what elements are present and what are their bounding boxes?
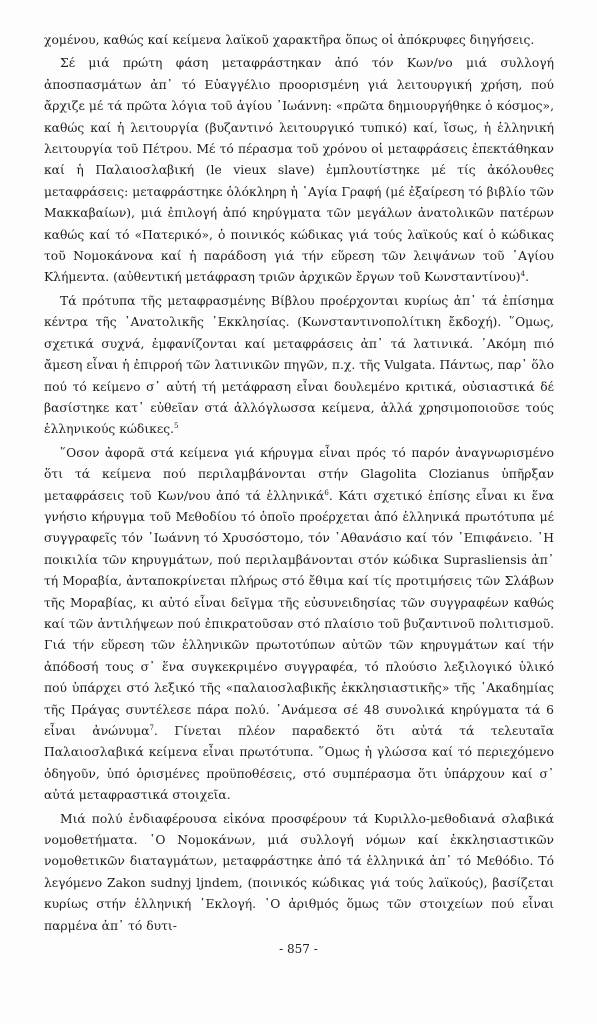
paragraph-text: Τά πρότυπα τῆς μεταφρασμένης Βίβλου προέρχονται κυρίως ἀπ᾽ τά ἐπίσημα κέντρα τῆς ᾿Ανατολικῆς ᾿Εκκλησίας. (Κωνσταντινοπολίτικη ἔκδοχή). ῞Ομως, σχετικά συχνά, ἐμφανίζονται καί μεταφράσεις ἀπ᾽ τά λατινικά. ᾿Ακόμη πιό ἄμεση εἶναι ἡ ἐπιρροή τῶν λατινικῶν πηγῶν, π.χ. τῆς Vulgata. Πάντως, παρ᾽ ὅλο πού τό κείμενο σ᾽ αὐτή τή μετάφραση εἶναι δουλεμένο κριτικά, οὐσιαστικά δέ βασίστηκε κατ᾽ εὐθεῖαν στά ἀλλόγλωσσα κείμενα, ἀλλά χρησιμοποιοῦσε τούς ἑλληνικούς κώδικες. <box>44 293 554 437</box>
paragraph-legislation <box>44 809 554 937</box>
paragraph-translations: Σέ μιά πρώτη φάση μεταφράστηκαν ἀπό τόν Κων/νο μιά συλλογή ἀποσπασμάτων ἀπ᾽ τό Εὐαγγέλιο προορισμένη γιά λειτουργική χρήση, πού ἄρχιζε μέ τά πρῶτα λόγια τοῦ ἁγίου ᾿Ιωάννη: «πρῶτα δημιουργήθηκε ὁ κόσμος», καθώς καί ἡ λειτουργία (βυζαντινό λειτουργικό τυπικό) καί, ἴσως, ἡ ἑλληνική λειτουργία τοῦ Πέτρου. Μέ τό πέρασμα τοῦ χρόνου οἱ μεταφράσεις ἐπεκτάθηκαν καί ἡ Παλαιοσλαβική (le vieux slave) ἐμπλουτίστηκε μέ τίς ἀκόλουθες μεταφράσεις: μεταφράστηκε ὁλόκληρη ἡ ῾Αγία Γραφή (μέ ἐξαίρεση τό βιβλίο τῶν Μακκαβαίων), μιά ἐπιλογή ἀπό κηρύγματα τῶν μεγάλων ἀνατολικῶν πατέρων καθώς καί τό «Πατερικό», ὁ ποινικός κώδικας γιά τούς λαϊκούς καί ὁ κώδικας τοῦ Νομοκάνονα καί ἡ παράδοση γιά τήν εὕρεση τῶν λειψάνων τοῦ ῾Αγίου Κλήμεντα. (αὐθεντική μετάφραση τριῶν ἀρχικῶν ἔργων τοῦ Κωνσταντίνου)$^4$. <box>44 56 554 285</box>
footnote-marker[interactable]: 6 <box>324 488 329 497</box>
paragraph-text: Μιά πολύ ἐνδιαφέρουσα εἰκόνα προσφέρουν τά Κυριλλο-μεθοδιανά σλαβικά νομοθετήματα. ῾Ο Νομοκάνων, μιά συλλογή νόμων καί ἐκκλησιαστικῶν νομοθετικῶν διαταγμάτων, μεταφράστηκε ἀπό τά ἑλληνικά ἀπ᾽ τό Μεθόδιο. Τό λεγόμενο Zakon sudnyj ljndem, (ποινικός κώδικας γιά τούς λαϊκούς), βασίζεται κυρίως στήν ἑλληνική ᾿Εκλογή. ῾Ο ἀριθμός ὅμως τῶν στοιχείων πού εἶναι παρμένα ἀπ᾽ τό δυτι- <box>44 811 554 933</box>
page-number: - 857 - <box>279 942 318 956</box>
paragraph-text: Σέ μιά πρώτη φάση μεταφράστηκαν ἀπό τόν Κων/νο μιά συλλογή ἀποσπασμάτων ἀπ᾽ τό Εὐαγγέλιο προορισμένη γιά λειτουργική χρήση, πού ἄρχιζε μέ τά πρῶτα λόγια τοῦ ἁγίου ᾿Ιωάννη: «πρῶτα δημιουργήθηκε ὁ κόσμος», καθώς καί ἡ λειτουργία (βυζαντινό λειτουργικό τυπικό) καί, ἴσως, ἡ ἑλληνική λειτουργία τοῦ Πέτρου. Μέ τό πέρασμα τοῦ χρόνου οἱ μεταφράσεις ἐπεκτάθηκαν καί ἡ Παλαιοσλαβική (le vieux slave) ἐμπλουτίστηκε μέ τίς ἀκόλουθες μεταφράσεις: μεταφράστηκε ὁλόκληρη ἡ ῾Αγία Γραφή (μέ ἐξαίρεση τό βιβλίο τῶν Μακκαβαίων), μιά ἐπιλογή ἀπό κηρύγματα τῶν μεγάλων ἀνατολικῶν πατέρων καθώς καί τό «Πατερικό», ὁ ποινικός κώδικας γιά τούς λαϊκούς καί ὁ κώδικας τοῦ Νομοκάνονα καί ἡ παράδοση γιά τήν εὕρεση τῶν λειψάνων τοῦ ῾Αγίου Κλήμεντα. (αὐθεντική μετάφραση τριῶν ἀρχικῶν ἔργων τοῦ Κωνσταντίνου) <box>44 56 554 285</box>
body-text <box>44 30 554 939</box>
paragraph-text: ῞Οσον ἀφορᾶ στά κείμενα γιά κήρυγμα εἶναι πρός τό παρόν ἀναγνωρισμένο ὅτι τά κείμενα πού περιλαμβάνονται στήν Glagolita Clozianus ὑπῆρξαν μεταφράσεις τοῦ Κων/νου ἀπό τά ἑλληνικά <box>44 445 554 503</box>
paragraph-continuation <box>44 30 554 51</box>
footnote-marker[interactable]: 4 <box>520 270 526 279</box>
footnote-marker[interactable]: 5 <box>174 422 179 431</box>
footnote-marker[interactable]: 7 <box>149 723 154 732</box>
paragraph-bible-models <box>44 291 554 441</box>
paragraph-text: . Γίνεται πλέον παραδεκτό ὅτι αὐτά τά τελευταῖα Παλαιοσλαβικά κείμενα εἶναι πρωτότυπα. ῞Ομως ἡ γλώσσα καί τό περιεχόμενο ὁδηγοῦν, ὑπό ὁρισμένες προϋποθέσεις, στό συμπέρασμα ὅτι ὑπάρχουν καί σ᾽ αὐτά μεταφραστικά στοιχεῖα. <box>44 724 554 803</box>
paragraph-text: χομένου, καθώς καί κείμενα λαϊκοῦ χαρακτῆρα ὅπως οἱ ἀπόκρυφες διηγήσεις. <box>44 33 535 47</box>
paragraph-text: . Κάτι σχετικό ἐπίσης εἶναι κι ἕνα γνήσιο κήρυγμα τοῦ Μεθοδίου τό ὁποῖο προέρχεται ἀπό ἑλληνικά πρωτότυπα μέ συγγραφεῖς τόν ᾿Ιωάννη τό Χρυσόστομο, τόν ᾿Αθανάσιο καί τόν ᾿Επιφάνειο. ῾Η ποικιλία τῶν κηρυγμάτων, πού περιλαμβάνονται στόν κώδικα Suprasliensis ἀπ᾽ τή Μοραβία, ἀνταποκρίνεται πλήρως στό ἔθιμα καί τίς προτιμήσεις τῶν Σλάβων τῆς Μοραβίας, κι αὐτό εἶναι δεῖγμα τῆς εὐσυνειδησίας τῶν συγγραφέων καθώς καί τῶν ἀντιλήψεων πού ἐπικρατοῦσαν στό πλαίσιο τοῦ βυζαντινοῦ πολιτισμοῦ. Γιά τήν εὕρεση τῶν ἑλληνικῶν πρωτοτύπων αὐτῶν τῶν κηρυγμάτων καί τήν ἀπόδοσή τους σ᾽ ἕνα συγκεκριμένο συγγραφέα, τό πλούσιο λεξιλογικό ὑλικό πού ὑπάρχει στό λεξικό τῆς «παλαιοσλαβικῆς ἐκκλησιαστικῆς» τῆς ᾿Ακαδημίας τῆς Πράγας συντέλεσε πάρα πολύ. ᾿Ανάμεσα σέ 48 συνολικά κηρύγματα τά 6 εἶναι ἀνώνυμα <box>44 488 554 738</box>
paragraph-sermons <box>44 443 554 807</box>
